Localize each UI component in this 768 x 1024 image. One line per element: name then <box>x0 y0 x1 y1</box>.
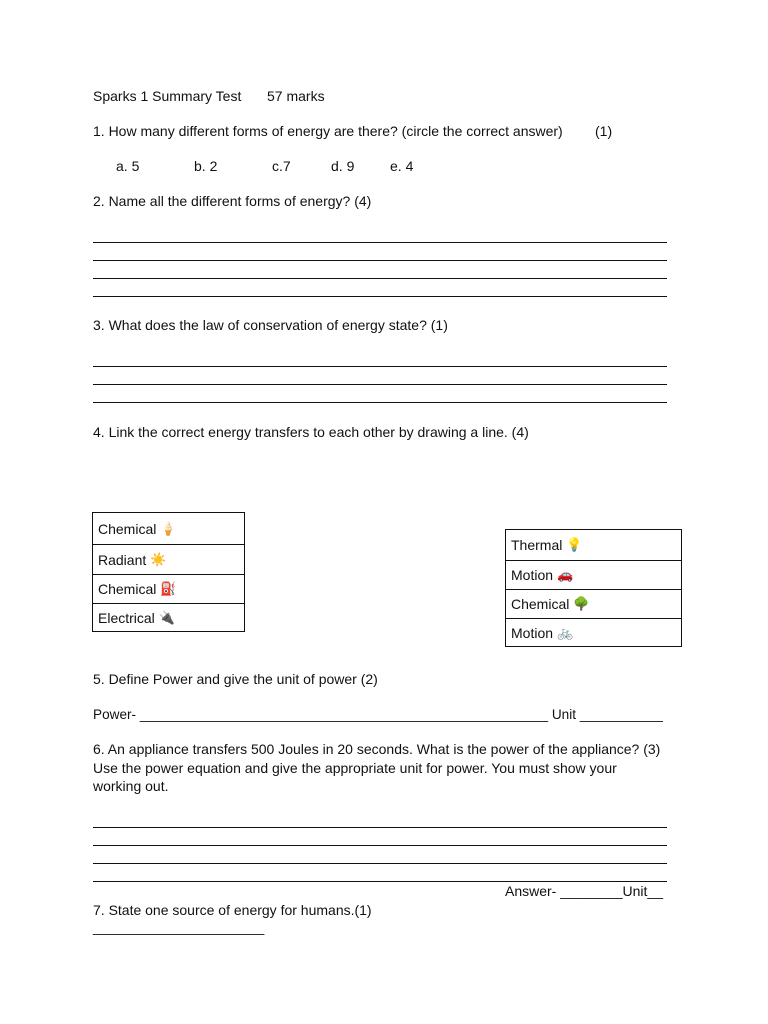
left-energy-table <box>92 512 245 632</box>
question-6-line-3: working out. <box>93 778 169 794</box>
total-marks: 57 marks <box>267 88 325 104</box>
answer-line <box>93 366 667 367</box>
question-6-line-2: Use the power equation and give the appropriate unit for power. You must show your <box>93 760 617 776</box>
right-energy-cell[interactable] <box>506 589 681 618</box>
question-6-line-1: 6. An appliance transfers 500 Joules in 20 seconds. What is the power of the appliance? (3) <box>93 741 661 757</box>
right-energy-cell[interactable] <box>506 530 681 560</box>
question-1-option-e: e. 4 <box>390 158 414 174</box>
question-1-option-b: b. 2 <box>194 158 218 174</box>
question-2-text: 2. Name all the different forms of energy? (4) <box>93 193 372 209</box>
energy-label: Chemical <box>98 520 157 537</box>
light-bulb-icon: 💡 <box>566 537 583 552</box>
answer-line <box>93 242 667 243</box>
question-1-marks: (1) <box>595 123 613 139</box>
ice-cream-icon: 🍦 <box>160 520 177 536</box>
fuel-pump-icon: ⛽ <box>160 581 177 596</box>
left-energy-cell[interactable] <box>93 544 244 574</box>
left-energy-cell[interactable] <box>93 513 244 544</box>
question-1-option-a: a. 5 <box>116 158 140 174</box>
left-energy-cell[interactable] <box>93 574 244 603</box>
question-6-answer-line: Answer- ________Unit__ <box>505 883 663 899</box>
answer-line <box>93 296 667 297</box>
test-title: Sparks 1 Summary Test <box>93 88 242 104</box>
power-answer-line: Power- ______________________________________________________ Unit ___________ <box>93 707 663 722</box>
energy-label: Electrical <box>98 609 155 626</box>
answer-line <box>93 384 667 385</box>
energy-label: Thermal <box>511 537 563 553</box>
question-4-text: 4. Link the correct energy transfers to each other by drawing a line. (4) <box>93 424 529 440</box>
energy-label: Radiant <box>98 551 147 568</box>
sun-icon: ☀️ <box>150 551 167 567</box>
question-1-option-c: c.7 <box>272 158 291 174</box>
answer-line <box>93 260 667 261</box>
question-7-text: 7. State one source of energy for humans.(1) <box>93 902 372 918</box>
left-energy-cell[interactable] <box>93 603 244 631</box>
answer-line <box>93 278 667 279</box>
tree-icon: 🌳 <box>573 596 590 611</box>
right-energy-cell[interactable] <box>506 618 681 646</box>
question-5-text: 5. Define Power and give the unit of power (2) <box>93 671 378 687</box>
answer-line <box>93 402 667 403</box>
right-energy-cell[interactable] <box>506 560 681 589</box>
energy-label: Chemical <box>511 596 570 612</box>
bicycle-icon: 🚲 <box>557 624 574 640</box>
energy-label: Motion <box>511 624 554 641</box>
energy-label: Chemical <box>98 581 157 597</box>
plug-icon: 🔌 <box>158 609 175 625</box>
question-1-option-d: d. 9 <box>331 158 355 174</box>
question-1-text: 1. How many different forms of energy are there? (circle the correct answer) <box>93 123 563 139</box>
right-energy-table <box>505 529 682 647</box>
answer-line <box>93 863 667 864</box>
answer-line <box>93 827 667 828</box>
question-7-answer-line: ______________________ <box>93 919 265 935</box>
answer-line <box>93 845 667 846</box>
question-3-text: 3. What does the law of conservation of energy state? (1) <box>93 317 448 333</box>
car-icon: 🚗 <box>557 567 574 582</box>
energy-label: Motion <box>511 567 554 583</box>
